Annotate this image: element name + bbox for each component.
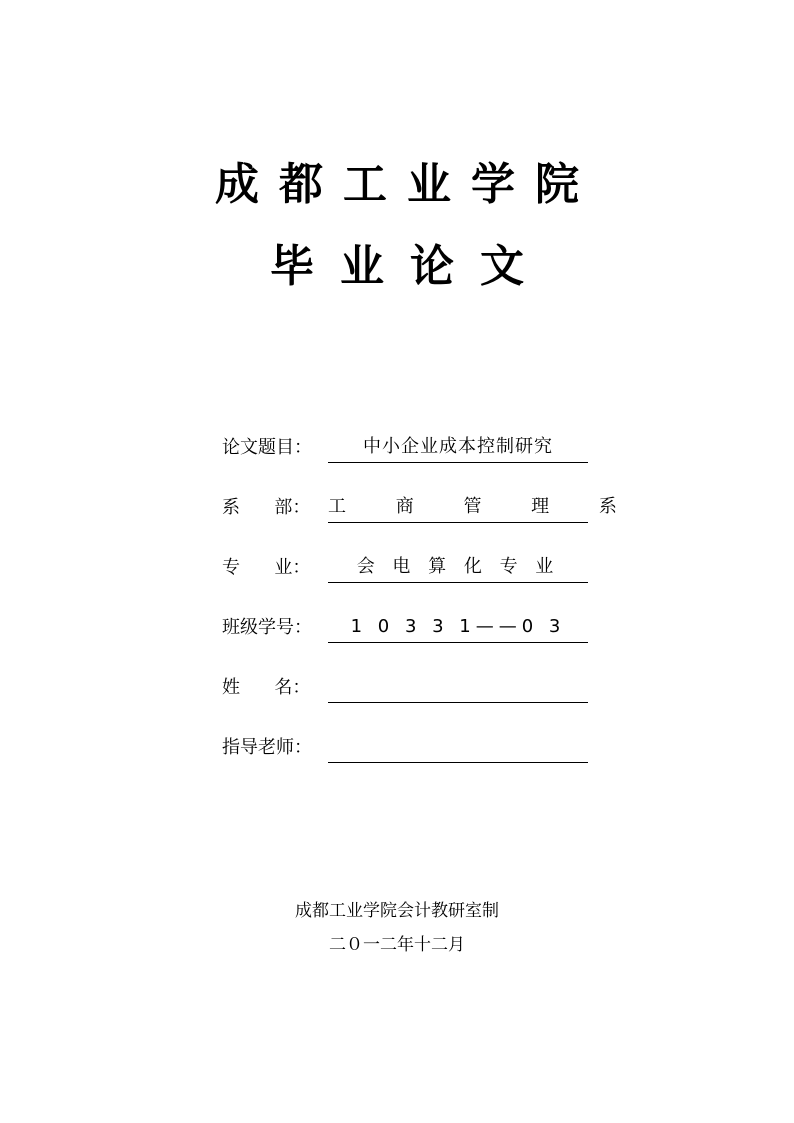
student-name-value — [328, 676, 588, 703]
form-row-class-id — [222, 612, 588, 644]
form-row-thesis-title — [222, 432, 588, 464]
school-name-title: 成都工业学院 — [215, 159, 599, 210]
major-value: 会 电 算 化 专 业 — [328, 556, 588, 583]
form-row-department — [222, 492, 639, 524]
issuing-department: 成都工业学院会计教研室制 — [295, 901, 499, 921]
form-row-major — [222, 552, 588, 584]
major-label: 专 业： — [222, 557, 311, 578]
document-type-title: 毕业论文 — [270, 241, 550, 292]
department-label: 系 部： — [222, 497, 311, 518]
form-row-advisor — [222, 732, 588, 764]
thesis-title-label: 论文题目： — [222, 437, 312, 458]
department-value: 工 商 管 理 系 — [328, 496, 588, 523]
class-id-label: 班级学号： — [222, 617, 312, 638]
advisor-label: 指导老师： — [222, 737, 312, 758]
form-row-student-name — [222, 672, 588, 704]
thesis-title-value: 中小企业成本控制研究 — [328, 436, 588, 463]
student-name-label: 姓 名： — [222, 677, 311, 698]
class-id-value: 1 0 3 3 1——0 3 — [328, 616, 588, 643]
advisor-value — [328, 736, 588, 763]
issue-date: 二０一二年十二月 — [329, 935, 465, 955]
